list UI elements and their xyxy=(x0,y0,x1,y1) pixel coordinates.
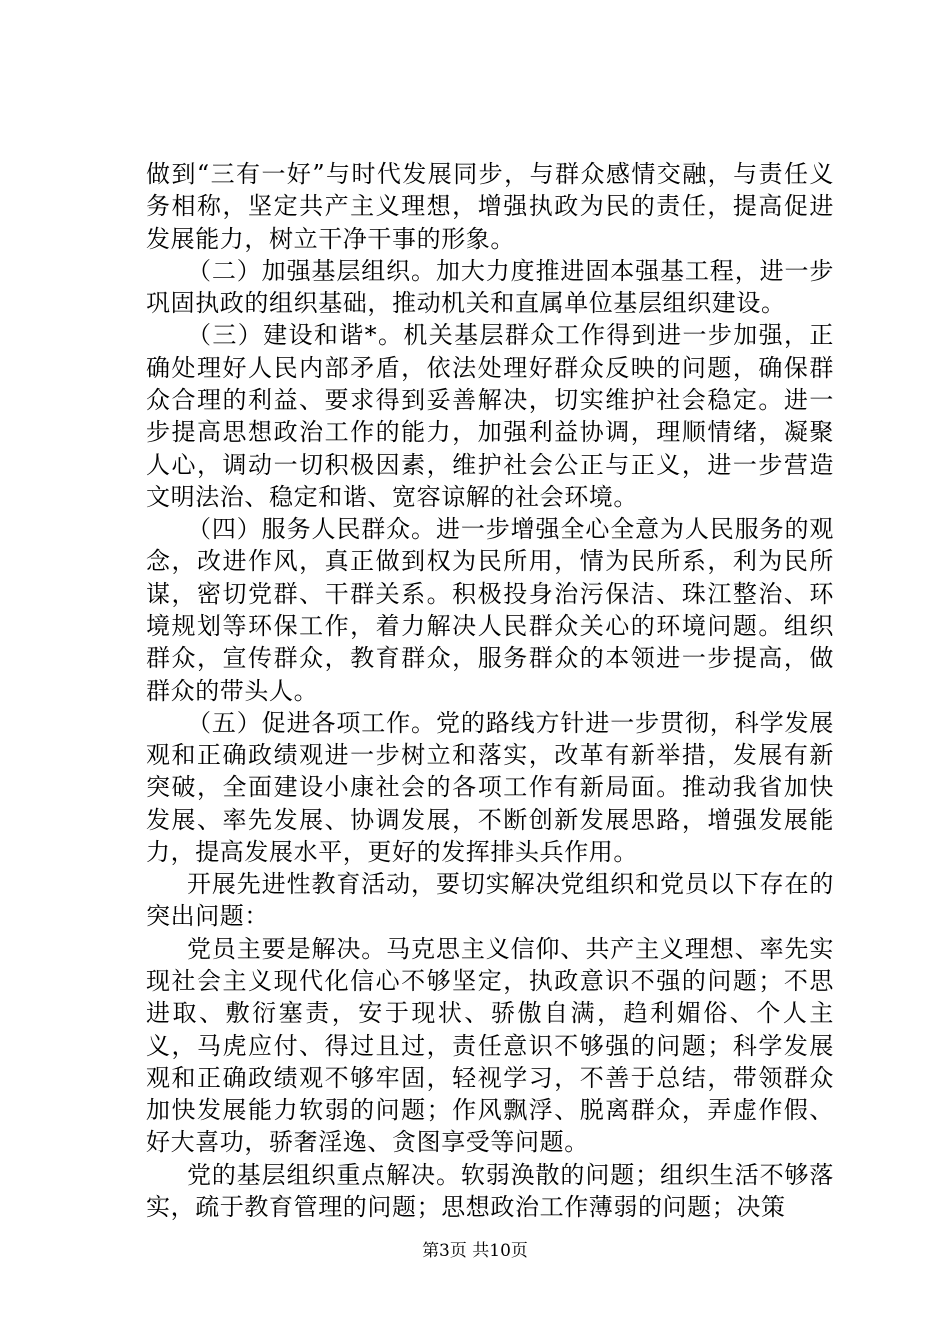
paragraph-2: （二）加强基层组织。加大力度推进固本强基工程，进一步巩固执政的组织基础，推动机关和直属单位基层组织建设。 xyxy=(146,256,834,318)
paragraph-8: 党的基层组织重点解决。软弱涣散的问题；组织生活不够落实，疏于教育管理的问题；思想政治工作薄弱的问题；决策 xyxy=(146,1160,834,1221)
paragraph-1: 做到“三有一好”与时代发展同步，与群众感情交融，与责任义务相称，坚定共产主义理想，增强执政为民的责任，提高促进发展能力，树立干净干事的形象。 xyxy=(146,160,834,253)
paragraph-3: （三）建设和谐*。机关基层群众工作得到进一步加强，正确处理好人民内部矛盾，依法处理好群众反映的问题，确保群众合理的利益、要求得到妥善解决，切实维护社会稳定。进一步提高思想政治工作的能力，加强利益协调，理顺情绪，凝聚人心，调动一切积极因素，维护社会公正与正义，进一步营造文明法治、稳定和谐、宽容谅解的社会环境。 xyxy=(146,321,834,511)
document-body xyxy=(146,158,834,1223)
paragraph-5: （五）促进各项工作。党的路线方针进一步贯彻，科学发展观和正确政绩观进一步树立和落实，改革有新举措，发展有新突破，全面建设小康社会的各项工作有新局面。推动我省加快发展、率先发展、协调发展，不断创新发展思路，增强发展能力，提高发展水平，更好的发挥排头兵作用。 xyxy=(146,708,834,866)
paragraph-4: （四）服务人民群众。进一步增强全心全意为人民服务的观念，改进作风，真正做到权为民所用，情为民所系，利为民所谋，密切党群、干群关系。积极投身治污保洁、珠江整治、环境规划等环保工作，着力解决人民群众关心的环境问题。组织群众，宣传群众，教育群众，服务群众的本领进一步提高，做群众的带头人。 xyxy=(146,515,834,705)
paragraph-6: 开展先进性教育活动，要切实解决党组织和党员以下存在的突出问题： xyxy=(146,870,834,931)
page-number-footer: 第3页 共10页 xyxy=(422,1241,528,1261)
paragraph-7: 党员主要是解决。马克思主义信仰、共产主义理想、率先实现社会主义现代化信心不够坚定，执政意识不强的问题；不思进取、敷衍塞责，安于现状、骄傲自满，趋利媚俗、个人主义，马虎应付、得过且过，责任意识不够强的问题；科学发展观和正确政绩观不够牢固，轻视学习，不善于总结，带领群众加快发展能力软弱的问题；作风飘浮、脱离群众，弄虚作假、好大喜功，骄奢淫逸、贪图享受等问题。 xyxy=(146,934,834,1157)
